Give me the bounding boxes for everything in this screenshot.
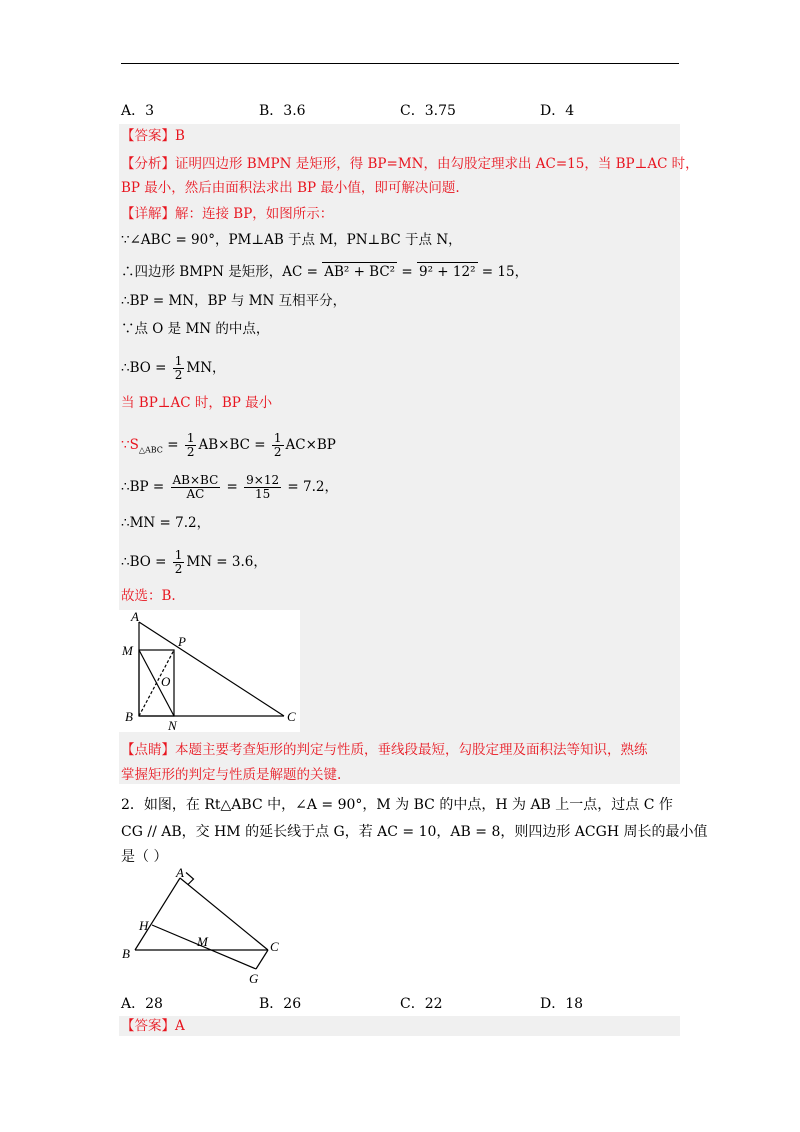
- q2-option-a: A．28: [121, 996, 163, 1012]
- q1-step-10: ∴BO = $\frac{1}{2}$ MN = 3.6，: [121, 548, 267, 576]
- q1-step-7: $\because S_{\triangle ABC}$ = $\frac{1}{2}$ AB×BC = $\frac{1}{2}$ AC×BP: [121, 431, 336, 459]
- header-rule: [121, 63, 679, 64]
- q1-answer: 【答案】B: [121, 128, 185, 144]
- q1-step-8: ∴BP = $\frac{AB\times BC}{AC}$ = $\frac{9\times 12}{15}$ = 7.2，: [121, 473, 339, 501]
- fig2-label-C: C: [270, 939, 279, 954]
- q1-option-a: A．3: [121, 103, 155, 119]
- q1-option-c: C．3.75: [400, 103, 456, 119]
- q2-stem-line1: 2．如图，在 Rt△ABC 中，∠A = 90°，M 为 BC 的中点，H 为 AB 上一点，过点 C 作: [121, 797, 673, 813]
- q1-step-3: ∴BP = MN，BP 与 MN 互相平分，: [121, 293, 347, 309]
- figure-1: [118, 610, 300, 732]
- q1-comment-line2: 掌握矩形的判定与性质是解题的关键.: [121, 767, 342, 783]
- fig1-label-N: N: [168, 718, 177, 732]
- q1-step-6: 当 BP⊥AC 时，BP 最小: [121, 395, 273, 411]
- fig1-label-O: O: [161, 674, 171, 689]
- fig1-label-A: A: [131, 610, 139, 624]
- q2-option-d: D．18: [540, 996, 584, 1012]
- q1-step-4: ∵点 O 是 MN 的中点，: [121, 321, 270, 337]
- q1-option-b: B．3.6: [259, 103, 306, 119]
- q1-analysis-line2: BP 最小，然后由面积法求出 BP 最小值，即可解决问题.: [121, 180, 460, 196]
- q2-stem-line3: 是（ ）: [121, 849, 168, 865]
- fig2-label-G: G: [249, 971, 259, 986]
- q2-answer-block: [119, 1016, 680, 1036]
- fig1-label-P: P: [178, 634, 186, 649]
- q1-analysis-line1: 【分析】证明四边形 BMPN 是矩形，得 BP=MN，由勾股定理求出 AC=15，当 BP⊥AC 时，: [121, 156, 699, 172]
- q1-option-d: D．4: [540, 103, 575, 119]
- q2-answer: 【答案】A: [121, 1018, 185, 1034]
- fig2-label-H: H: [139, 918, 149, 933]
- q1-choice: 故选：B.: [121, 588, 176, 604]
- fig2-label-A: A: [176, 868, 184, 880]
- fig1-label-C: C: [287, 709, 296, 724]
- q2-stem-line2: CG // AB，交 HM 的延长线于点 G，若 AC = 10，AB = 8，则四边形 ACGH 周长的最小值: [121, 824, 708, 840]
- fig2-label-M: M: [197, 934, 208, 949]
- fig1-label-B: B: [125, 709, 133, 724]
- figure-2: [118, 868, 288, 988]
- q2-option-c: C．22: [400, 996, 443, 1012]
- q1-step-1: ∵∠ABC = 90°，PM⊥AB 于点 M，PN⊥BC 于点 N，: [121, 232, 462, 248]
- q1-step-9: ∴MN = 7.2，: [121, 515, 211, 531]
- q1-step-5: ∴BO = $\frac{1}{2}$ MN，: [121, 354, 226, 382]
- fig1-label-M: M: [122, 643, 133, 658]
- q2-option-b: B．26: [259, 996, 302, 1012]
- q1-detail-intro: 【详解】解：连接 BP，如图所示：: [121, 206, 334, 222]
- q1-comment-line1: 【点睛】本题主要考查矩形的判定与性质，垂线段最短，勾股定理及面积法等知识，熟练: [121, 742, 648, 758]
- q1-step-2: ∴四边形 BMPN 是矩形，AC = AB² + BC² = 9² + 12² = 15，: [121, 264, 529, 280]
- fig2-label-B: B: [122, 946, 130, 961]
